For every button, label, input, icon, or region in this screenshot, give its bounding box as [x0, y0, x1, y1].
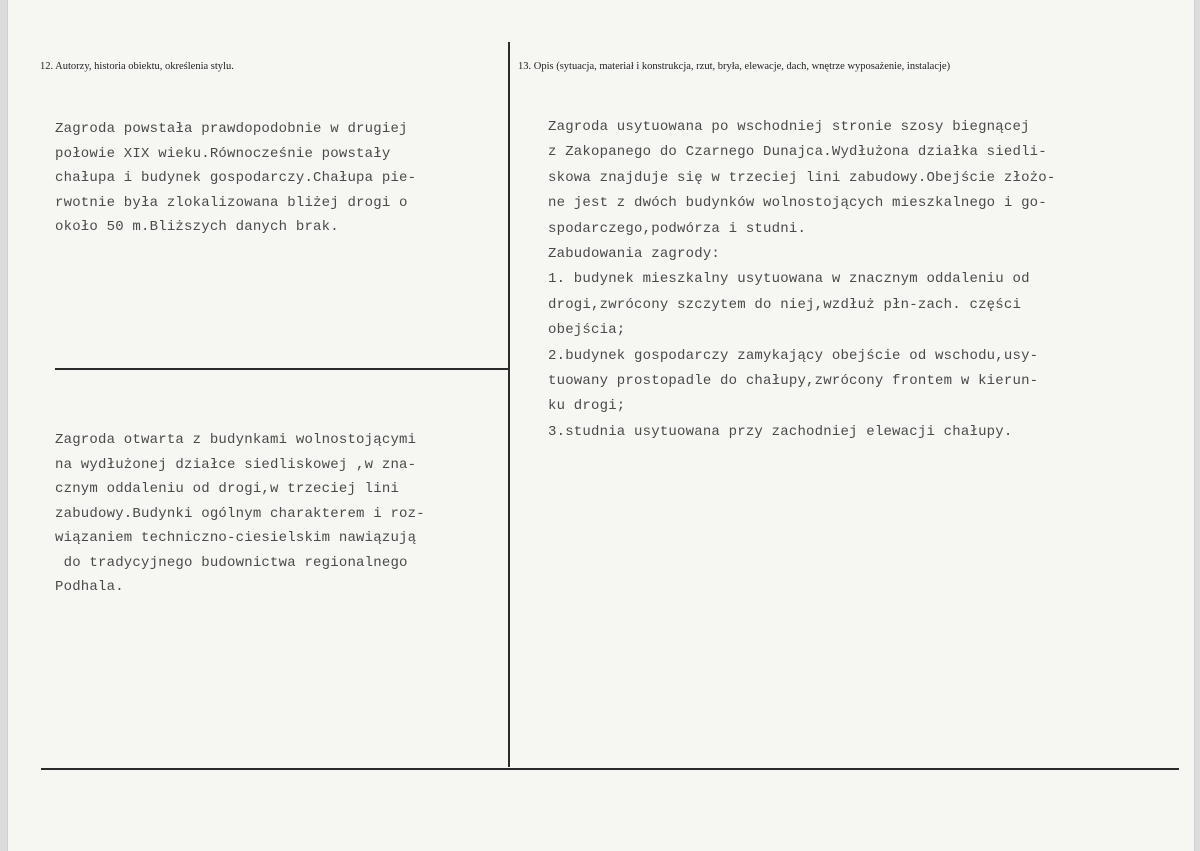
text-line: Zagroda usytuowana po wschodniej stronie szosy biegnącej	[548, 119, 1030, 135]
text-line: rwotnie była zlokalizowana bliżej drogi o	[55, 194, 408, 211]
text-line: Zagroda otwarta z budynkami wolnostojącymi	[55, 432, 417, 448]
text-line: tuowany prostopadle do chałupy,zwrócony frontem w kierun-	[548, 372, 1039, 389]
text-line: na wydłużonej działce siedliskowej ,w zna-	[55, 456, 417, 473]
description-text-block	[548, 115, 1055, 445]
text-line: ku drogi;	[548, 398, 626, 415]
text-line: spodarczego,podwórza i studni.	[548, 220, 807, 237]
section-12-heading: 12. Autorzy, historia obiektu, określenia stylu.	[40, 61, 234, 72]
bottom-rule	[41, 768, 1179, 770]
text-line: połowie XIX wieku.Równocześnie powstały	[55, 145, 391, 162]
section-13-heading: 13. Opis (sytuacja, materiał i konstrukcja, rzut, bryła, elewacje, dach, wnętrze wyposażenie, instalacje)	[518, 61, 951, 72]
text-line: 2.budynek gospodarczy zamykający obejście od wschodu,usy-	[548, 347, 1039, 364]
text-line: Zabudowania zagrody:	[548, 245, 721, 262]
text-line: do tradycyjnego budownictwa regionalnego	[55, 554, 408, 571]
text-line: Podhala.	[55, 579, 124, 595]
column-divider	[508, 42, 510, 767]
record-card-sheet	[7, 0, 1195, 851]
left-section-divider	[55, 368, 508, 370]
text-line: ne jest z dwóch budynków wolnostojących mieszkalnego i go-	[548, 195, 1047, 212]
text-line: z Zakopanego do Czarnego Dunajca.Wydłużona działka siedli-	[548, 144, 1047, 161]
text-line: Zagroda powstała prawdopodobnie w drugiej	[55, 121, 408, 137]
style-text-block	[55, 428, 425, 600]
text-line: wiązaniem techniczno-ciesielskim nawiązują	[55, 530, 417, 546]
text-line: drogi,zwrócony szczytem do niej,wzdłuż płn-zach. części	[548, 296, 1022, 313]
text-line: zabudowy.Budynki ogólnym charakterem i roz-	[55, 505, 425, 522]
history-text-block	[55, 117, 416, 240]
text-line: chałupa i budynek gospodarczy.Chałupa pie-	[55, 170, 417, 186]
text-line: 3.studnia usytuowana przy zachodniej elewacji chałupy.	[548, 423, 1013, 440]
text-line: obejścia;	[548, 322, 626, 339]
text-line: 1. budynek mieszkalny usytuowana w znacznym oddaleniu od	[548, 271, 1030, 288]
text-line: cznym oddaleniu od drogi,w trzeciej lini	[55, 481, 400, 497]
text-line: około 50 m.Bliższych danych brak.	[55, 219, 339, 235]
text-line: skowa znajduje się w trzeciej lini zabudowy.Obejście złożo-	[548, 169, 1056, 186]
